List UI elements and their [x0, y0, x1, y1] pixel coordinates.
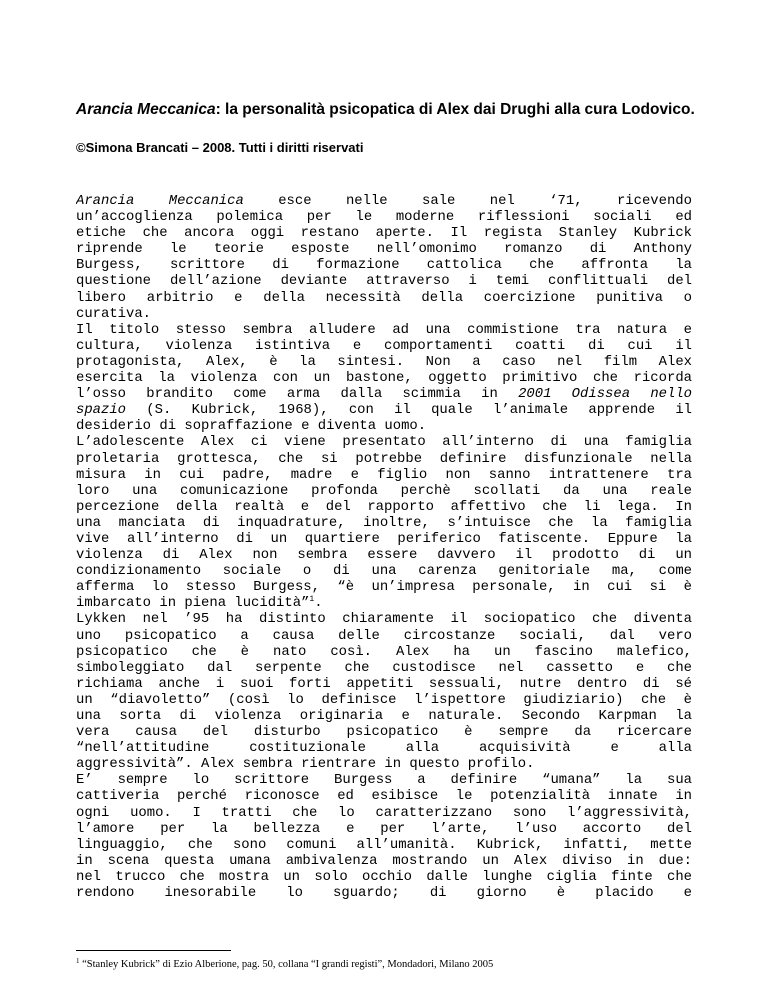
film-title: Arancia Meccanica — [76, 193, 244, 209]
text-line: libero arbitrio e della necessità della coercizione punitiva o — [76, 289, 692, 306]
body-text — [76, 193, 692, 901]
text-line: percezione della realtà e del rapporto affettivo che li lega. In — [76, 498, 692, 515]
text-line: richiama anche i suoi forti appetiti sessuali, nutre dentro di sé — [76, 675, 692, 692]
text-line: E’ sempre lo scrittore Burgess a definire “umana” la sua — [76, 772, 692, 789]
footnote-marker: 1 — [76, 957, 80, 965]
text-line: Burgess, scrittore di formazione cattolica che affronta la — [76, 257, 692, 274]
text-line: nel trucco che mostra un solo occhio dalle lunghe ciglia finte che — [76, 868, 692, 885]
text-line: psicopatico che è nato così. Alex ha un fascino malefico, — [76, 643, 692, 660]
copyright-line: ©Simona Brancati – 2008. Tutti i diritti riservati — [76, 140, 364, 155]
title-film-name: Arancia Meccanica — [76, 101, 216, 118]
text-line: l’osso brandito come arma dalla scimmia in 2001 Odissea nello — [76, 386, 692, 403]
text-line: cattiveria perché riconosce ed esibisce le potenzialità innate in — [76, 788, 692, 805]
text-line: protagonista, Alex, è la sintesi. Non a caso nel film Alex — [76, 353, 692, 370]
footnote-reference: 1 — [309, 595, 315, 605]
text-line: Arancia Meccanica esce nelle sale nel ‘71, ricevendo — [76, 193, 692, 209]
text-line: afferma lo stesso Burgess, “è un’impresa personale, in cui si è — [76, 579, 692, 596]
footnote-text: “Stanley Kubrick” di Ezio Alberione, pag. 50, collana “I grandi registi”, Mondadori, Milano 2005 — [79, 959, 494, 970]
footnote — [76, 958, 493, 971]
text-line: un “diavoletto” (così lo definisce l’ispettore giudiziario) che è — [76, 691, 692, 708]
text-line: condizionamento sociale o di una carenza genitoriale ma, come — [76, 563, 692, 580]
text-line: vera causa del disturbo psicopatico è sempre da ricercare — [76, 724, 692, 741]
film-title: 2001 Odissea nello — [518, 386, 692, 403]
text-line: “nell’attitudine costituzionale alla acquisività e alla — [76, 740, 692, 757]
text-line: simboleggiato dal serpente che custodisce nel cassetto e che — [76, 659, 692, 676]
text-line: loro una comunicazione profonda perchè scollati da una reale — [76, 482, 692, 499]
text-line: spazio (S. Kubrick, 1968), con il quale l’animale apprende il — [76, 402, 692, 419]
text-line: curativa. — [76, 305, 152, 322]
text-line: l’amore per la bellezza e per l’arte, l’uso accorto del — [76, 820, 692, 837]
text-line: L’adolescente Alex ci viene presentato all’interno di una famiglia — [76, 434, 692, 451]
text-line: proletaria grottesca, che si potrebbe definire disfunzionale nella — [76, 450, 692, 467]
text-line: cultura, violenza istintiva e comportamenti coatti di cui il — [76, 337, 692, 354]
title-subtitle: : la personalità psicopatica di Alex dai Drughi alla cura Lodovico. — [215, 101, 695, 118]
film-title: spazio — [76, 402, 127, 419]
text-line: una manciata di inquadrature, inoltre, s’intuisce che la famiglia — [76, 514, 692, 531]
text-line: Lykken nel ’95 ha distinto chiaramente il sociopatico che diventa — [76, 611, 692, 628]
text-line: questione dell’azione deviante attraverso i temi conflittuali del — [76, 273, 692, 290]
text-line: desiderio di sopraffazione e diventa uomo. — [76, 418, 427, 435]
text-line: linguaggio, che sono comuni all’umanità. Kubrick, infatti, mette — [76, 836, 692, 853]
text-line: riprende le teorie esposte nell’omonimo romanzo di Anthony — [76, 241, 692, 258]
text-line: imbarcato in piena lucidità”$^1$. — [76, 595, 323, 612]
text-line: esercita la violenza con un bastone, oggetto primitivo che ricorda — [76, 370, 692, 387]
text-line: violenza di Alex non sembra essere davvero il prodotto di un — [76, 547, 692, 564]
text-line: una sorta di violenza originaria e naturale. Secondo Karpman la — [76, 708, 692, 724]
document-title — [76, 100, 696, 119]
text-line: uno psicopatico a causa delle circostanze sociali, dal vero — [76, 627, 692, 644]
text-line: aggressività”. Alex sembra rientrare in questo profilo. — [76, 756, 535, 773]
text-line: rendono inesorabile lo sguardo; di giorno è placido e — [76, 885, 692, 902]
text-line: misura in cui padre, madre e figlio non sanno intrattenere tra — [76, 466, 692, 483]
text-line: vive all’interno di un quartiere periferico fatiscente. Eppure la — [76, 530, 692, 547]
text-line: in scena questa umana ambivalenza mostrando un Alex diviso in due: — [76, 852, 692, 869]
text-line: un’accoglienza polemica per le moderne riflessioni sociali ed — [76, 209, 692, 226]
text-line: Il titolo stesso sembra alludere ad una commistione tra natura e — [76, 321, 692, 338]
text-line: ogni uomo. I tratti che lo caratterizzano sono l’aggressività, — [76, 804, 692, 821]
footnote-separator — [76, 950, 231, 951]
text-line: etiche che ancora oggi restano aperte. Il regista Stanley Kubrick — [76, 225, 692, 242]
